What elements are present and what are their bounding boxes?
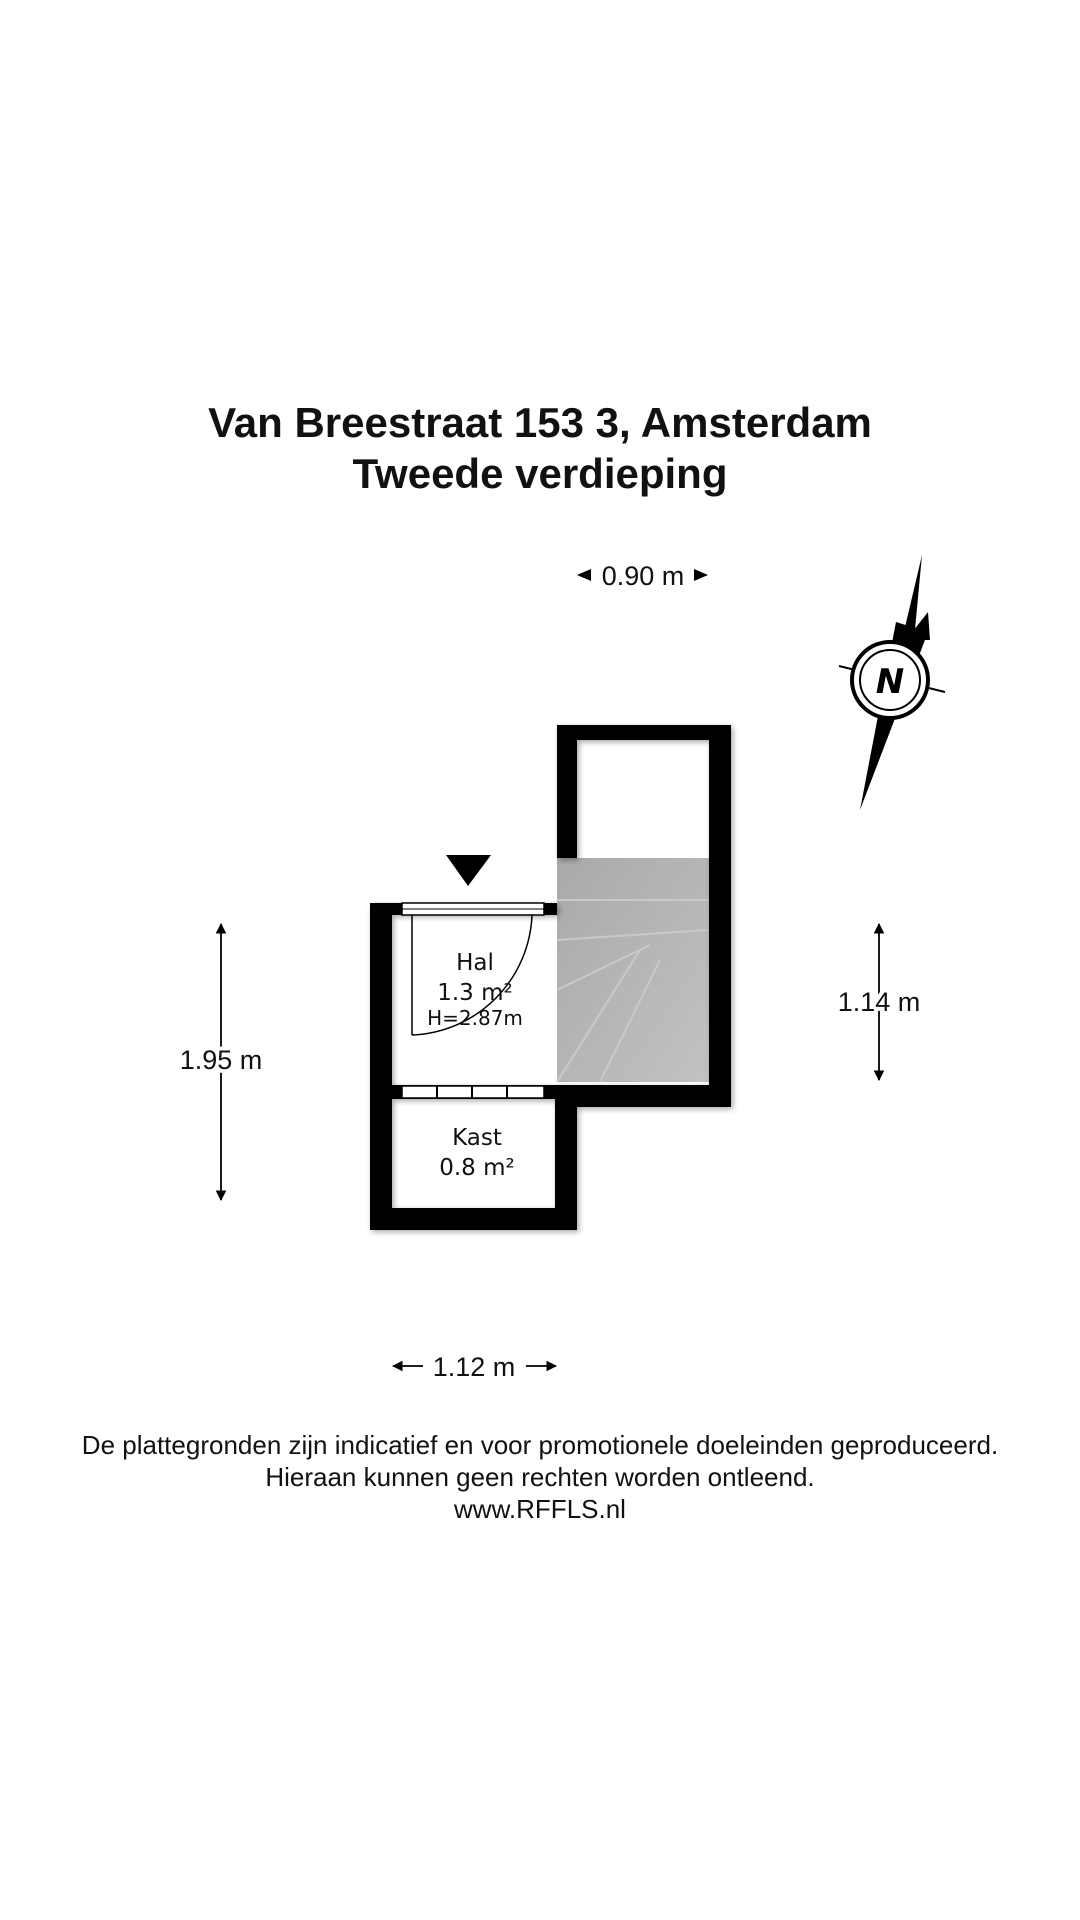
dimension-left-height: 1.95 m — [179, 1045, 263, 1075]
disclaimer-line-2: Hieraan kunnen geen rechten worden ontleend. — [265, 1462, 815, 1492]
dimension-lines — [221, 924, 879, 1366]
floor-subtitle: Tweede verdieping — [352, 450, 728, 497]
compass-icon — [839, 555, 945, 810]
page-title: Van Breestraat 153 3, Amsterdam — [208, 399, 872, 446]
room-hal-name: Hal — [456, 950, 494, 976]
compass-label: N — [875, 662, 905, 702]
room-kast-name: Kast — [452, 1125, 502, 1151]
room-kast-area: 0.8 m² — [439, 1155, 515, 1181]
dimension-bottom-width: 1.12 m — [432, 1352, 516, 1382]
website-link[interactable]: www.RFFLS.nl — [454, 1494, 626, 1524]
entrance-marker — [446, 855, 491, 886]
room-hal-height: H=2.87m — [427, 1006, 523, 1030]
closet-door — [402, 1086, 544, 1098]
staircase — [557, 858, 709, 1082]
dimension-top-width: 0.90 m — [601, 561, 685, 591]
room-hal-area: 1.3 m² — [437, 980, 513, 1006]
disclaimer-line-1: De plattegronden zijn indicatief en voor promotionele doeleinden geproduceerd. — [81, 1430, 999, 1460]
dimension-right-height: 1.14 m — [837, 987, 921, 1017]
